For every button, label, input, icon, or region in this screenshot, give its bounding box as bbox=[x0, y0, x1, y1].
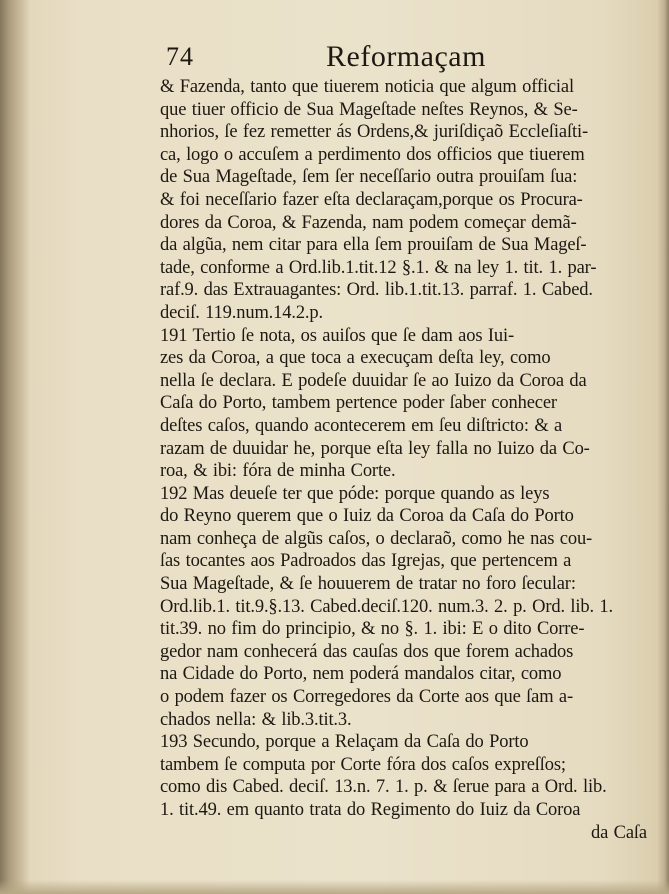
text-line: nella ſe declara. E podeſe duuidar ſe ao Iuizo da Coroa da bbox=[160, 370, 587, 391]
text-line: na Cidade do Porto, nem poderá mandalos citar, como bbox=[160, 664, 562, 685]
text-line: o podem fazer os Corregedores da Corte aos que ſam a- bbox=[160, 687, 574, 708]
page-gutter-shadow bbox=[0, 0, 30, 894]
text-line: de Sua Mageſtade, ſem ſer neceſſario outra prouiſam ſua: bbox=[160, 167, 578, 188]
text-line: Sua Mageſtade, & ſe houuerem de tratar no foro ſecular: bbox=[160, 574, 576, 595]
text-line: nam conheça de algũs caſos, o declaraõ, como he nas cou- bbox=[160, 528, 593, 549]
body-text bbox=[160, 76, 655, 822]
running-head: Reformaçam bbox=[326, 40, 486, 73]
text-line: da algũa, nem citar para ella ſem prouiſam de Sua Mageſ- bbox=[160, 235, 587, 256]
text-line: razam de duuidar he, porque eſta ley falla no Iuizo da Co- bbox=[160, 438, 590, 459]
text-line: que tiuer officio de Sua Mageſtade neſtes Reynos, & Se- bbox=[160, 99, 578, 120]
text-line: gedor nam conhecerá das cauſas dos que forem achados bbox=[160, 641, 574, 662]
text-line: 1. tit.49. em quanto trata do Regimento do Iuiz da Coroa bbox=[160, 800, 581, 820]
text-line: tade, conforme a Ord.lib.1.tit.12 §.1. & na ley 1. tit. 1. par- bbox=[160, 257, 597, 278]
text-line: dores da Coroa, & Fazenda, nam podem começar demã- bbox=[160, 212, 577, 233]
text-line: tambem ſe computa por Corte fóra dos caſos expreſſos; bbox=[160, 754, 566, 775]
catchword: da Caſa bbox=[591, 822, 647, 843]
page-header bbox=[160, 40, 655, 76]
text-line: chados nella: & lib.3.tit.3. bbox=[160, 709, 352, 730]
text-line: deciſ. 119.num.14.2.p. bbox=[160, 302, 323, 323]
page-number: 74 bbox=[166, 42, 194, 71]
page-bottom-edge bbox=[0, 880, 669, 894]
text-line: 191 Tertio ſe nota, os auiſos que ſe dam aos Iui- bbox=[160, 325, 514, 346]
text-line: do Reyno querem que o Iuiz da Coroa da Caſa do Porto bbox=[160, 506, 574, 527]
text-line: zes da Coroa, a que toca a execuçam deſta ley, como bbox=[160, 348, 551, 369]
text-line: nhorios, ſe fez remetter ás Ordens,& juriſdiçaõ Eccleſiaſti- bbox=[160, 122, 588, 143]
text-line: roa, & ibi: fóra de minha Corte. bbox=[160, 461, 396, 482]
text-line: tit.39. no fim do principio, & no §. 1. ibi: E o dito Corre- bbox=[160, 619, 585, 640]
text-line: Caſa do Porto, tambem pertence poder ſaber conhecer bbox=[160, 393, 557, 414]
text-line: 192 Mas deueſe ter que póde: porque quando as leys bbox=[160, 483, 550, 504]
page-right-edge bbox=[657, 0, 669, 894]
text-line: deſtes caſos, quando acontecerem em ſeu diſtricto: & a bbox=[160, 415, 563, 436]
text-line: Ord.lib.1. tit.9.§.13. Cabed.deciſ.120. num.3. 2. p. Ord. lib. 1. bbox=[160, 596, 613, 617]
text-line: raf.9. das Extrauagantes: Ord. lib.1.tit.13. parraf. 1. Cabed. bbox=[160, 280, 593, 301]
text-line: & foi neceſſario fazer eſta declaraçam,porque os Procura- bbox=[160, 189, 583, 210]
text-block bbox=[160, 40, 655, 844]
text-line: ſas tocantes aos Padroados das Igrejas, que pertencem a bbox=[160, 551, 572, 572]
text-line: como dis Cabed. deciſ. 13.n. 7. 1. p. & ſerue para a Ord. lib. bbox=[160, 777, 607, 798]
text-line: & Fazenda, tanto que tiuerem noticia que algum official bbox=[160, 77, 574, 97]
text-line: 193 Secundo, porque a Relaçam da Caſa do Porto bbox=[160, 732, 529, 753]
text-line: ca, logo o accuſem a perdimento dos officios que tiuerem bbox=[160, 144, 585, 165]
